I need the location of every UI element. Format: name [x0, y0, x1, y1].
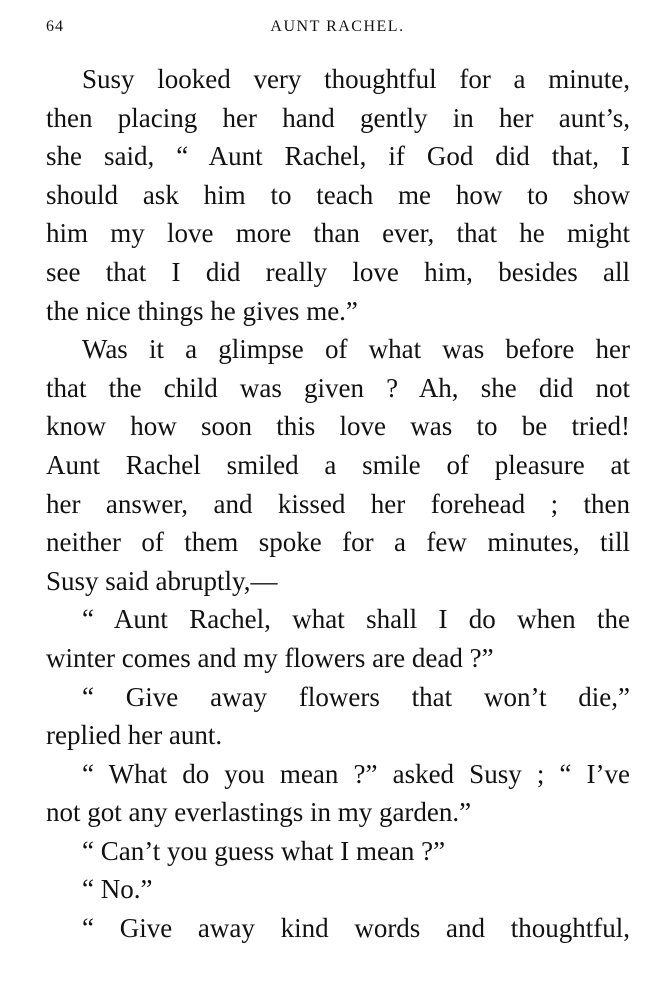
- page-number: 64: [46, 18, 64, 35]
- text-line: not got any everlastings in my garden.”: [46, 797, 472, 828]
- text-line: “ Can’t you guess what I mean ?”: [82, 835, 446, 866]
- body-text: [46, 60, 630, 948]
- text-line: replied her aunt.: [46, 720, 223, 751]
- text-line: winter comes and my flowers are dead ?”: [46, 642, 494, 673]
- text-line: that the child was given ? Ah, she did not: [46, 372, 630, 403]
- text-line: know how soon this love was to be tried!: [46, 411, 630, 442]
- text-line: the nice things he gives me.”: [46, 295, 358, 326]
- text-line: “ Give away kind words and thoughtful,: [82, 913, 630, 944]
- text-line: then placing her hand gently in her aunt’s,: [46, 102, 630, 133]
- text-line: see that I did really love him, besides all: [46, 256, 630, 287]
- text-line: him my love more than ever, that he might: [46, 218, 630, 249]
- text-line: her answer, and kissed her forehead ; then: [46, 488, 630, 519]
- text-line: Susy said abruptly,—: [46, 565, 278, 596]
- text-line: Was it a glimpse of what was before her: [82, 334, 630, 365]
- text-line: Aunt Rachel smiled a smile of pleasure at: [46, 449, 630, 480]
- text-line: neither of them spoke for a few minutes, till: [46, 527, 630, 558]
- text-line: “ No.”: [82, 874, 153, 905]
- text-line: “ Aunt Rachel, what shall I do when the: [82, 604, 630, 635]
- text-line: should ask him to teach me how to show: [46, 179, 630, 210]
- text-line: Susy looked very thoughtful for a minute,: [82, 64, 630, 94]
- text-line: “ What do you mean ?” asked Susy ; “ I’ve: [82, 758, 630, 789]
- text-line: “ Give away flowers that won’t die,”: [82, 681, 630, 712]
- text-line: she said, “ Aunt Rachel, if God did that, I: [46, 141, 630, 172]
- running-head: [46, 18, 629, 46]
- running-title: AUNT RACHEL.: [270, 18, 405, 35]
